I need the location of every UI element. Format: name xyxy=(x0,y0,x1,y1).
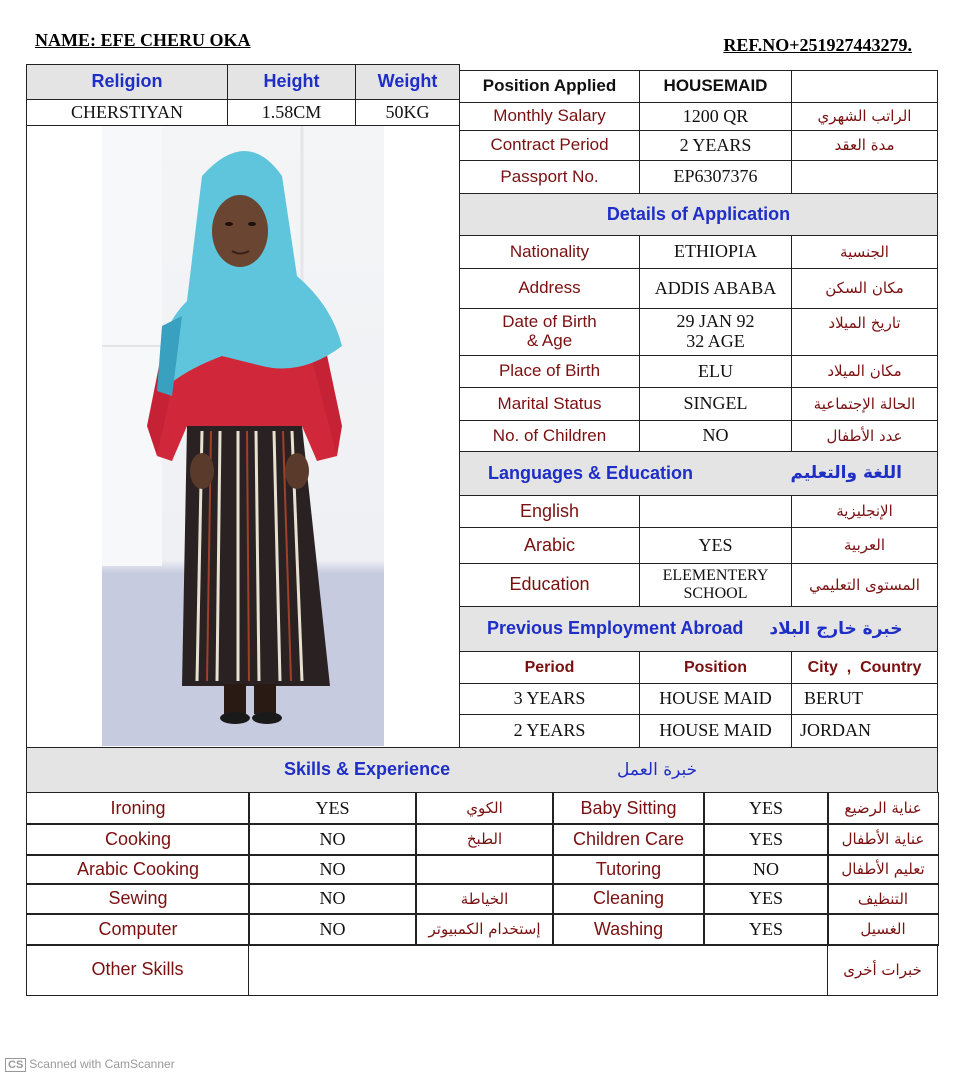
contract-period-value: 2 YEARS xyxy=(639,130,792,161)
employment-row-1-position: HOUSE MAID xyxy=(639,683,792,715)
employment-col-position: Position xyxy=(639,651,792,684)
skill-left-value-2: NO xyxy=(248,823,417,856)
position-applied-value: HOUSEMAID xyxy=(639,70,792,103)
dob-value xyxy=(639,308,792,356)
employment-row-1-period: 3 YEARS xyxy=(459,683,640,715)
passport-label: Passport No. xyxy=(459,160,640,194)
education-value-line1: ELEMENTERY xyxy=(662,567,769,585)
children-arabic: عدد الأطفال xyxy=(791,420,938,452)
arabic-arabic: العربية xyxy=(791,527,938,564)
education-value-line2: SCHOOL xyxy=(683,585,748,602)
marital-status-arabic: الحالة الإجتماعية xyxy=(791,387,938,421)
skill-right-arabic-2: عناية الأطفال xyxy=(827,823,939,856)
arabic-label: Arabic xyxy=(459,527,640,564)
languages-title: Languages & Education xyxy=(488,462,694,483)
employment-title: Previous Employment Abroad xyxy=(487,618,744,639)
skill-left-arabic-1: الكوي xyxy=(415,792,554,825)
employment-row-2-position: HOUSE MAID xyxy=(639,714,792,748)
employment-title-arabic: خبرة خارج البلاد xyxy=(769,618,903,639)
weight-header: Weight xyxy=(355,64,460,100)
dob-label-line1: Date of Birth xyxy=(502,312,597,332)
skill-right-label-5: Washing xyxy=(552,913,705,946)
passport-value: EP6307376 xyxy=(639,160,792,194)
place-of-birth-arabic: مكان الميلاد xyxy=(791,355,938,388)
nationality-arabic: الجنسية xyxy=(791,235,938,269)
other-skills-label: Other Skills xyxy=(26,944,249,996)
languages-title-arabic: اللغة والتعليم xyxy=(790,463,902,484)
contract-period-label: Contract Period xyxy=(459,130,640,161)
skill-right-value-4: YES xyxy=(703,883,829,915)
skill-left-value-1: YES xyxy=(248,792,417,825)
skill-left-arabic-5: إستخدام الكمبيوتر xyxy=(415,913,554,946)
religion-value: CHERSTIYAN xyxy=(26,99,228,126)
skill-right-value-2: YES xyxy=(703,823,829,856)
employment-row-2-period: 2 YEARS xyxy=(459,714,640,748)
position-applied-blank xyxy=(791,70,938,103)
monthly-salary-value: 1200 QR xyxy=(639,102,792,131)
skill-right-label-2: Children Care xyxy=(552,823,705,856)
address-label: Address xyxy=(459,268,640,309)
skill-right-arabic-3: تعليم الأطفال xyxy=(827,854,939,885)
english-label: English xyxy=(459,495,640,528)
arabic-value: YES xyxy=(639,527,792,564)
employment-title-bar xyxy=(459,606,938,652)
skill-left-value-3: NO xyxy=(248,854,417,885)
other-skills-arabic: خبرات أخرى xyxy=(827,944,938,996)
skill-right-arabic-5: الغسيل xyxy=(827,913,939,946)
skill-right-arabic-4: التنظيف xyxy=(827,883,939,915)
english-arabic: الإنجليزية xyxy=(791,495,938,528)
skill-left-label-2: Cooking xyxy=(26,823,250,856)
skill-right-arabic-1: عناية الرضيع xyxy=(827,792,939,825)
skill-right-value-1: YES xyxy=(703,792,829,825)
skill-right-label-1: Baby Sitting xyxy=(552,792,705,825)
marital-status-value: SINGEL xyxy=(639,387,792,421)
skill-left-label-5: Computer xyxy=(26,913,250,946)
employment-col-period: Period xyxy=(459,651,640,684)
height-value: 1.58CM xyxy=(227,99,356,126)
children-label: No. of Children xyxy=(459,420,640,452)
reference-number: REF.NO+251927443279. xyxy=(723,35,912,55)
place-of-birth-label: Place of Birth xyxy=(459,355,640,388)
skill-left-arabic-3 xyxy=(415,854,554,885)
skills-title: Skills & Experience xyxy=(284,759,451,780)
skills-title-bar xyxy=(26,747,938,793)
employment-row-2-city: JORDAN xyxy=(791,714,938,748)
education-arabic: المستوى التعليمي xyxy=(791,563,938,607)
address-arabic: مكان السكن xyxy=(791,268,938,309)
position-applied-label: Position Applied xyxy=(459,70,640,103)
dob-label xyxy=(459,308,640,356)
skill-left-arabic-2: الطبخ xyxy=(415,823,554,856)
skill-left-value-5: NO xyxy=(248,913,417,946)
skill-left-value-4: NO xyxy=(248,883,417,915)
passport-blank xyxy=(791,160,938,194)
dob-value-age: 32 AGE xyxy=(686,331,745,351)
camscanner-logo: CS xyxy=(5,1058,26,1072)
skill-right-value-3: NO xyxy=(703,854,829,885)
monthly-salary-arabic: الراتب الشهري xyxy=(791,102,938,131)
employment-col-city: City , Country xyxy=(791,651,938,684)
english-value xyxy=(639,495,792,528)
nationality-value: ETHIOPIA xyxy=(639,235,792,269)
monthly-salary-label: Monthly Salary xyxy=(459,102,640,131)
dob-arabic: تاريخ الميلاد xyxy=(791,308,938,356)
skill-right-value-5: YES xyxy=(703,913,829,946)
languages-title-bar xyxy=(459,451,938,496)
nationality-label: Nationality xyxy=(459,235,640,269)
religion-header: Religion xyxy=(26,64,228,100)
employment-row-1-city: BERUT xyxy=(791,683,938,715)
skill-left-arabic-4: الخياطة xyxy=(415,883,554,915)
candidate-name: NAME: EFE CHERU OKA xyxy=(35,30,251,50)
skill-right-label-4: Cleaning xyxy=(552,883,705,915)
candidate-photo xyxy=(102,126,384,746)
camscanner-watermark xyxy=(5,1057,175,1072)
other-skills-value xyxy=(248,944,828,996)
skill-left-label-1: Ironing xyxy=(26,792,250,825)
camscanner-text: Scanned with CamScanner xyxy=(29,1057,175,1071)
contract-period-arabic: مدة العقد xyxy=(791,130,938,161)
dob-value-date: 29 JAN 92 xyxy=(676,311,755,332)
weight-value: 50KG xyxy=(355,99,460,126)
skill-left-label-4: Sewing xyxy=(26,883,250,915)
skills-title-arabic: خبرة العمل xyxy=(617,759,698,780)
education-value xyxy=(639,563,792,607)
education-label: Education xyxy=(459,563,640,607)
place-of-birth-value: ELU xyxy=(639,355,792,388)
children-value: NO xyxy=(639,420,792,452)
dob-label-line2: & Age xyxy=(526,331,573,350)
skill-right-label-3: Tutoring xyxy=(552,854,705,885)
skill-left-label-3: Arabic Cooking xyxy=(26,854,250,885)
address-value: ADDIS ABABA xyxy=(639,268,792,309)
height-header: Height xyxy=(227,64,356,100)
details-title: Details of Application xyxy=(459,193,938,236)
marital-status-label: Marital Status xyxy=(459,387,640,421)
